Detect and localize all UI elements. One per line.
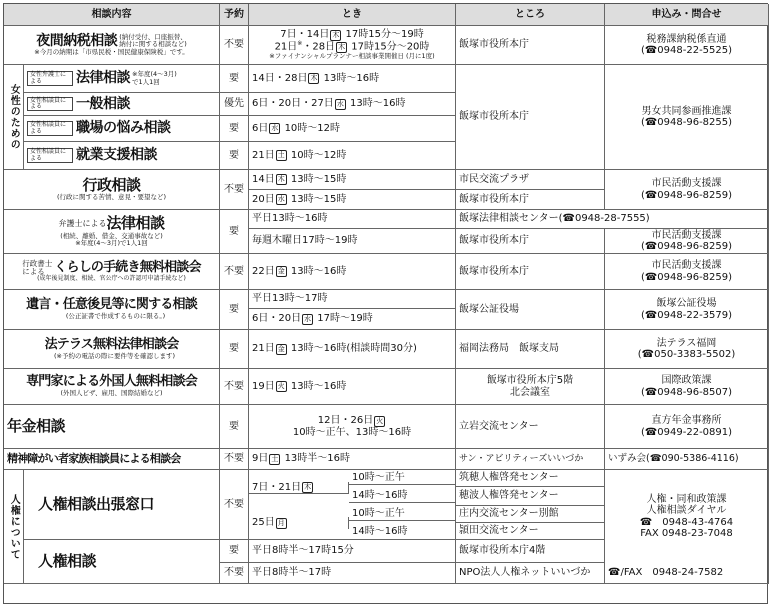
foreign-place bbox=[456, 369, 605, 405]
lawyer-place2: 飯塚市役所本庁 bbox=[456, 229, 605, 254]
tax-content bbox=[4, 26, 220, 65]
admin-time1-date: 14日 bbox=[252, 173, 275, 185]
disability-title: 精神障がい者家族相談員による相談会 bbox=[7, 451, 181, 465]
women-work-time-date: 6日 bbox=[252, 122, 269, 134]
admin-time1-hours: 13時～15時 bbox=[290, 173, 347, 185]
tax-time2c: 17時15分～20時 bbox=[351, 41, 430, 53]
weekday-icon: 水 bbox=[336, 99, 344, 108]
human-dispatch-date1 bbox=[249, 482, 349, 495]
header-content: 相談内容 bbox=[4, 4, 220, 26]
header-place: ところ bbox=[456, 4, 605, 26]
tax-note3: ※今月の納期は「市県民税・国民健康保険税」です。 bbox=[34, 48, 189, 57]
women-side-label: 女性のための bbox=[4, 65, 24, 170]
lawyer-apply2: (☎0948-96-8259) bbox=[640, 241, 733, 252]
scrivener-time-hours: 13時～16時 bbox=[290, 265, 347, 277]
scrivener-place: 飯塚市役所本庁 bbox=[456, 254, 605, 290]
women-law-title: 法律相談 bbox=[76, 70, 130, 87]
lawyer-title: 法律相談 bbox=[106, 214, 165, 233]
pension-time2: 10時～正午、13時～16時 bbox=[292, 426, 412, 438]
scrivener-time bbox=[249, 254, 456, 290]
tax-time1b: 17時15分～19時 bbox=[345, 29, 424, 41]
lawyer-apply1: 市民活動支援課 bbox=[651, 229, 722, 241]
human-apply5: ☎/FAX 0948-24-7582 bbox=[605, 563, 769, 584]
terrace-time-hours: 13時～16時(相談時間30分) bbox=[290, 343, 417, 355]
terrace-apply1: 法テラス福岡 bbox=[656, 337, 717, 349]
will-time2-date: 6日・20日 bbox=[252, 313, 302, 325]
tax-note2: 納付に関する相談など) bbox=[119, 40, 187, 49]
tax-time: 7日・14日 木 17時15分～19時 21日※・28日 木 17時15分～20時 ※ファイナンシャルプランナー相談事業開催日 (月に1度) bbox=[249, 26, 456, 65]
foreign-apply2: (☎0948-96-8507) bbox=[640, 386, 733, 398]
foreign-time-hours: 13時～16時 bbox=[290, 380, 347, 392]
lawyer-content bbox=[4, 210, 220, 254]
scrivener-note: (成年後見制度、相続、官公庁への許認可申請手続など) bbox=[37, 274, 186, 282]
lawyer-place1: 飯塚法律相談センター(☎0948-28-7555) bbox=[456, 210, 769, 229]
terrace-content bbox=[4, 330, 220, 369]
women-general-time-date: 6日・20日・27日 bbox=[252, 98, 334, 110]
women-job bbox=[24, 142, 220, 170]
admin-apply1: 市民活動支援課 bbox=[651, 178, 722, 189]
weekday-icon: 火 bbox=[277, 382, 285, 390]
scrivener-apply2: (☎0948-96-8259) bbox=[640, 271, 733, 283]
header-reservation: 予約 bbox=[220, 4, 249, 26]
admin-time2 bbox=[249, 190, 456, 210]
women-law-time bbox=[249, 65, 456, 93]
foreign-title: 専門家による外国人無料相談会 bbox=[26, 374, 197, 390]
admin-res: 不要 bbox=[220, 170, 249, 210]
women-general-box: 女性相談員による bbox=[27, 97, 73, 112]
weekday-icon: 木 bbox=[277, 175, 285, 183]
weekday-icon: 水 bbox=[304, 314, 312, 323]
scrivener-time-date: 22日 bbox=[252, 265, 275, 277]
scrivener-pre1: 行政書士 bbox=[22, 259, 53, 269]
tax-apply bbox=[605, 26, 769, 65]
women-job-time-hours: 10時～12時 bbox=[290, 149, 347, 161]
tax-time1: 7日・14日 bbox=[280, 29, 330, 41]
scrivener-apply1: 市民活動支援課 bbox=[651, 260, 722, 271]
scrivener-content bbox=[4, 254, 220, 290]
women-job-res: 要 bbox=[220, 142, 249, 170]
header-apply: 申込み・問合せ bbox=[605, 4, 769, 26]
scrivener-title: くらしの手続き無料相談会 bbox=[54, 259, 201, 275]
women-law-box: 女性弁護士による bbox=[27, 71, 73, 86]
pension-time bbox=[249, 405, 456, 449]
disability-place: サン・アビリティーズいいづか bbox=[456, 449, 605, 470]
admin-apply2: (☎0948-96-8259) bbox=[640, 189, 733, 201]
terrace-place: 福岡法務局 飯塚支局 bbox=[456, 330, 605, 369]
women-work-box: 女性相談員による bbox=[27, 121, 73, 136]
terrace-apply2: (☎050-3383-5502) bbox=[637, 349, 736, 360]
admin-time2-hours: 13時～15時 bbox=[290, 193, 347, 205]
women-job-title: 就業支援相談 bbox=[76, 147, 157, 164]
women-general bbox=[24, 93, 220, 116]
pension-res: 要 bbox=[220, 405, 249, 449]
admin-apply bbox=[605, 170, 769, 210]
human-dispatch-slot: 10時～正午 bbox=[349, 472, 455, 485]
foreign-place1: 飯塚市役所本庁5階 bbox=[486, 375, 574, 386]
human-dispatch-slot: 14時～16時 bbox=[349, 490, 455, 503]
pension-apply bbox=[605, 405, 769, 449]
will-content bbox=[4, 290, 220, 330]
human-dispatch-date2-text: 25日 bbox=[252, 517, 275, 529]
human-dispatch-place: 筑穂人権啓発センター bbox=[456, 470, 605, 487]
terrace-time-date: 21日 bbox=[252, 343, 275, 355]
terrace-note: (※予約の電話の際に要件等を確認します) bbox=[53, 351, 176, 360]
weekday-icon: 土 bbox=[271, 454, 279, 463]
lawyer-time1: 平日13時～16時 bbox=[249, 210, 456, 229]
foreign-time bbox=[249, 369, 456, 405]
admin-title: 行政相談 bbox=[82, 176, 141, 195]
women-apply1: 男女共同参画推進課 bbox=[641, 105, 732, 117]
human-consult-content bbox=[24, 540, 220, 584]
human-dispatch-slot: 14時～16時 bbox=[352, 525, 408, 537]
human-dispatch-content bbox=[24, 470, 220, 540]
human-dispatch-date2 bbox=[249, 517, 349, 529]
women-law-time-hours: 13時～16時 bbox=[323, 72, 380, 84]
tax-note1: (納付受付、口座振替、 bbox=[119, 32, 187, 41]
human-dispatch-slot: 10時～正午 bbox=[349, 508, 455, 521]
will-apply bbox=[605, 290, 769, 330]
scrivener-res: 不要 bbox=[220, 254, 249, 290]
will-time1: 平日13時～17時 bbox=[249, 290, 456, 309]
tax-time2b: ・28日 bbox=[302, 41, 336, 53]
weekday-icon: 水 bbox=[277, 195, 285, 203]
pension-time1: 12日・26日 bbox=[317, 414, 374, 426]
lawyer-note2: ※年度(4～3月)で1人1回 bbox=[75, 239, 148, 248]
women-work-time bbox=[249, 116, 456, 142]
will-apply1: 飯塚公証役場 bbox=[656, 298, 717, 309]
women-job-time-date: 21日 bbox=[252, 149, 275, 161]
disability-res: 不要 bbox=[220, 449, 249, 470]
women-apply bbox=[605, 65, 769, 170]
weekday-icon: 水 bbox=[271, 124, 279, 132]
admin-time2-date: 20日 bbox=[252, 193, 275, 205]
tax-place: 飯塚市役所本庁 bbox=[456, 26, 605, 65]
women-general-res: 優先 bbox=[220, 93, 249, 116]
women-work-res: 要 bbox=[220, 116, 249, 142]
will-note: (公正証書で作成するものに限る。) bbox=[65, 312, 166, 321]
terrace-apply bbox=[605, 330, 769, 369]
admin-place1: 市民交流プラザ bbox=[456, 170, 605, 190]
admin-time1 bbox=[249, 170, 456, 190]
human-consult-res2: 不要 bbox=[220, 563, 249, 584]
will-time2-hours: 17時～19時 bbox=[317, 313, 373, 325]
weekday-icon: 木 bbox=[338, 43, 346, 52]
human-apply4: FAX 0948-23-7048 bbox=[640, 528, 733, 539]
will-time2 bbox=[249, 309, 456, 330]
header-time: とき bbox=[249, 4, 456, 26]
tax-res: 不要 bbox=[220, 26, 249, 65]
tax-apply1: 税務課納税係直通 bbox=[646, 33, 727, 45]
foreign-content bbox=[4, 369, 220, 405]
human-apply bbox=[605, 470, 769, 563]
human-consult-res1: 要 bbox=[220, 540, 249, 563]
women-apply2: (☎0948-96-8255) bbox=[640, 117, 733, 128]
human-dispatch-times bbox=[249, 470, 456, 540]
pension-place: 立岩交流センター bbox=[456, 405, 605, 449]
women-job-time bbox=[249, 142, 456, 170]
scrivener-apply bbox=[605, 254, 769, 290]
human-dispatch-place: 穂波人権啓発センター bbox=[456, 487, 605, 506]
weekday-icon: 木 bbox=[332, 31, 340, 40]
human-consult-time2: 平日8時半～17時 bbox=[249, 563, 456, 584]
foreign-note: (外国人ビザ、雇用、国際結婚など) bbox=[60, 389, 163, 398]
weekday-icon: 木 bbox=[310, 74, 318, 82]
women-general-time-hours: 13時～16時 bbox=[350, 98, 406, 110]
pension-title: 年金相談 bbox=[7, 416, 66, 435]
admin-content bbox=[4, 170, 220, 210]
pension-apply1: 直方年金事務所 bbox=[651, 415, 722, 426]
will-place: 飯塚公証役場 bbox=[456, 290, 605, 330]
women-work bbox=[24, 116, 220, 142]
weekday-icon: 金 bbox=[277, 344, 285, 353]
human-dispatch-res: 不要 bbox=[220, 470, 249, 540]
will-title: 遺言・任意後見等に関する相談 bbox=[26, 297, 197, 313]
terrace-title: 法テラス無料法律相談会 bbox=[44, 336, 179, 352]
weekday-icon: 月 bbox=[277, 518, 285, 527]
lawyer-time2: 毎週木曜日17時～19時 bbox=[249, 229, 456, 254]
tax-time2: 21日 bbox=[274, 41, 298, 53]
human-consult-place1: 飯塚市役所本庁4階 bbox=[456, 540, 605, 563]
women-general-title: 一般相談 bbox=[76, 95, 130, 112]
foreign-apply bbox=[605, 369, 769, 405]
women-work-title: 職場の悩み相談 bbox=[76, 120, 171, 137]
human-consult-title: 人権相談 bbox=[38, 551, 97, 570]
human-dispatch-place: 頴田交流センター bbox=[456, 523, 605, 540]
women-law-time-date: 14日・28日 bbox=[252, 72, 308, 84]
terrace-time bbox=[249, 330, 456, 369]
foreign-res: 不要 bbox=[220, 369, 249, 405]
disability-content bbox=[4, 449, 220, 470]
lawyer-res: 要 bbox=[220, 210, 249, 254]
pension-content bbox=[4, 405, 220, 449]
weekday-icon: 木 bbox=[304, 483, 312, 491]
foreign-apply1: 国際政策課 bbox=[661, 375, 712, 386]
human-consult-time1: 平日8時半～17時15分 bbox=[249, 540, 456, 563]
foreign-place2: 北会議室 bbox=[510, 386, 550, 398]
weekday-icon: 土 bbox=[277, 151, 285, 159]
pension-apply2: (☎0949-22-0891) bbox=[640, 426, 733, 438]
weekday-icon: 火 bbox=[376, 416, 384, 425]
disability-time-hours: 13時半～16時 bbox=[284, 453, 351, 465]
foreign-time-date: 19日 bbox=[252, 380, 275, 392]
human-apply2: 人権相談ダイヤル bbox=[646, 505, 727, 516]
scrivener-pre2: による bbox=[22, 267, 45, 277]
women-law-res: 要 bbox=[220, 65, 249, 93]
consultation-table bbox=[3, 3, 768, 604]
lawyer-note1: (相続、離婚、借金、交通事故など) bbox=[60, 231, 163, 240]
weekday-icon: 金 bbox=[277, 267, 285, 275]
terrace-res: 要 bbox=[220, 330, 249, 369]
admin-note: (行政に関する苦情、意見・要望など) bbox=[56, 193, 167, 202]
human-dispatch-date1-text: 7日・21日 bbox=[252, 481, 302, 493]
disability-time bbox=[249, 449, 456, 470]
women-general-time bbox=[249, 93, 456, 116]
women-job-box: 女性相談員による bbox=[27, 148, 73, 163]
women-place: 飯塚市役所本庁 bbox=[456, 65, 605, 170]
human-dispatch-title: 人権相談出張窓口 bbox=[38, 494, 155, 513]
lawyer-apply bbox=[605, 229, 769, 254]
lawyer-pre: 弁護士による bbox=[58, 219, 107, 229]
tax-title: 夜間納税相談 bbox=[36, 33, 118, 50]
human-dispatch-place: 庄内交流センター別館 bbox=[456, 506, 605, 523]
human-side-label: 人権について bbox=[4, 470, 24, 584]
human-apply1: 人権・同和政策課 bbox=[646, 493, 727, 505]
disability-time-date: 9日 bbox=[252, 453, 269, 465]
human-consult-place2: NPO法人人権ネットいいづか bbox=[456, 563, 605, 584]
women-law bbox=[24, 65, 220, 93]
women-work-time-hours: 10時～12時 bbox=[284, 122, 341, 134]
will-res: 要 bbox=[220, 290, 249, 330]
will-apply2: (☎0948-22-3579) bbox=[640, 309, 733, 321]
human-apply3: ☎ 0948-43-4764 bbox=[639, 516, 734, 528]
disability-apply: いずみ会(☎090-5386-4116) bbox=[605, 449, 769, 470]
tax-apply2: (☎0948-22-5525) bbox=[640, 45, 733, 56]
women-law-note: ※年度(4～3月)で1人1回 bbox=[132, 70, 177, 86]
tax-time3: ※ファイナンシャルプランナー相談事業開催日 (月に1度) bbox=[269, 52, 435, 61]
admin-place2: 飯塚市役所本庁 bbox=[456, 190, 605, 210]
